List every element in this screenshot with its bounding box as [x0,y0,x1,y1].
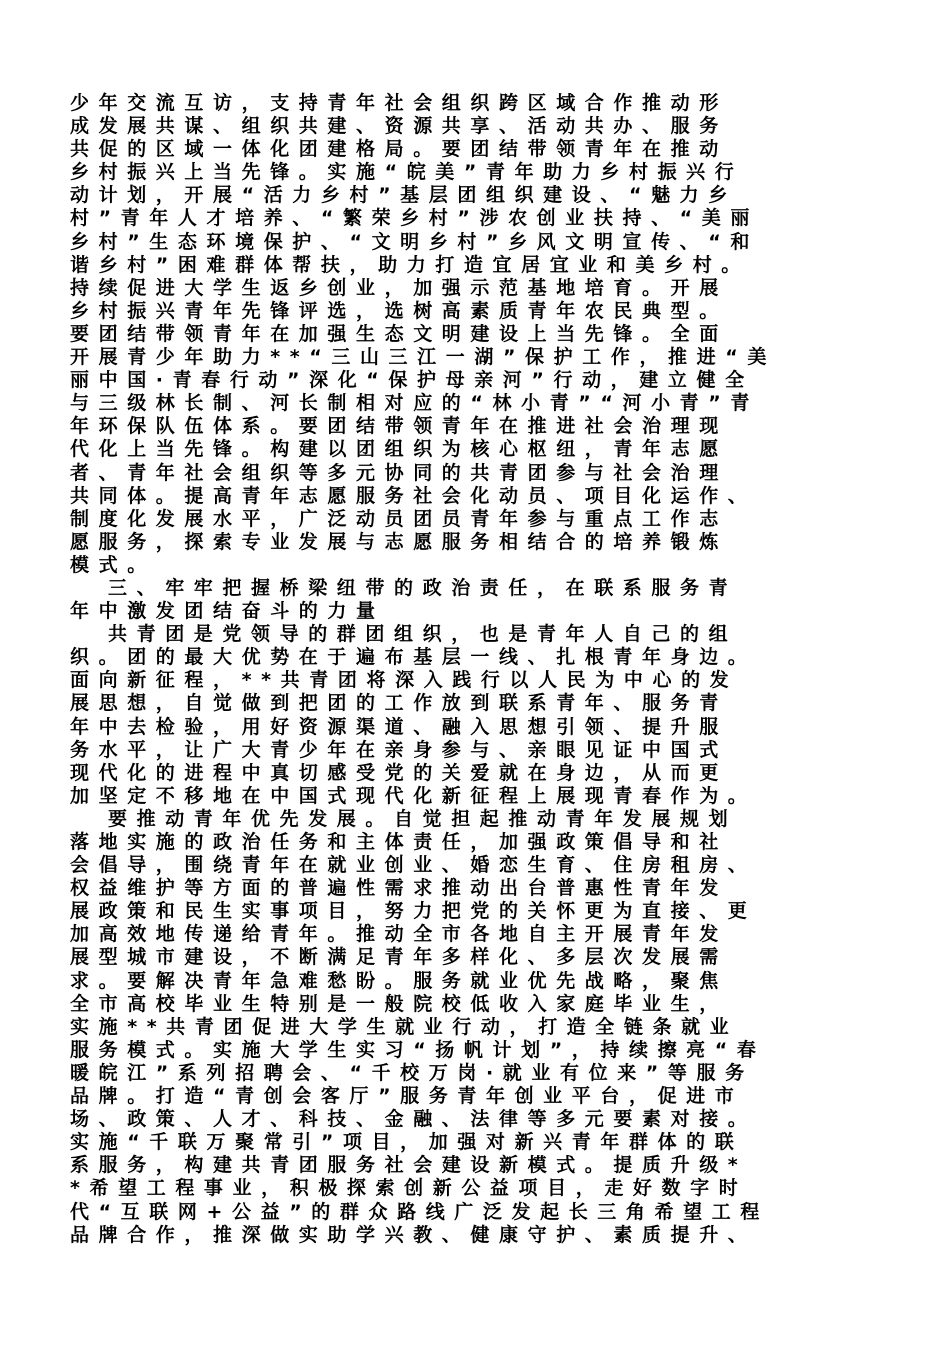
text-line: 全市高校毕业生特别是一般院校低收入家庭毕业生， [70,992,728,1015]
text-line: 织。团的最大优势在于遍布基层一线、扎根青年身边。 [70,646,757,669]
text-line: 品牌合作，推深做实助学兴教、健康守护、素质提升、 [70,1223,757,1246]
text-line: 持续促进大学生返乡创业，加强示范基地培育。开展 [70,276,728,299]
text-line: 少年交流互访，支持青年社会组织跨区域合作推动形 [70,92,728,114]
body-text [70,92,880,1247]
text-line: 权益维护等方面的普遍性需求推动出台普惠性青年发 [70,877,728,900]
text-line: 暖皖江”系列招聘会、“千校万岗·就业有位来”等服务 [70,1061,754,1084]
text-line: 制度化发展水平，广泛动员团员青年参与重点工作志 [70,507,728,530]
text-line: 者、青年社会组织等多元协同的共青团参与社会治理 [70,461,728,484]
text-line: 加高效地传递给青年。推动全市各地自主开展青年发 [70,923,728,946]
text-line: 要团结带领青年在加强生态文明建设上当先锋。全面 [70,322,728,345]
text-line: 村”青年人才培养、“繁荣乡村”涉农创业扶持、“美丽 [70,207,759,230]
text-line: 年环保队伍体系。要团结带领青年在推进社会治理现 [70,415,728,438]
text-line: 求。要解决青年急难愁盼。服务就业优先战略，聚焦 [70,969,728,992]
text-line: 代化上当先锋。构建以团组织为核心枢纽，青年志愿 [70,438,728,461]
text-line: 落地实施的政治任务和主体责任，加强政策倡导和社 [70,831,728,853]
text-line: *希望工程事业，积极探索创新公益项目，走好数字时 [70,1177,748,1200]
text-line: 面向新征程，**共青团将深入践行以人民为中心的发 [70,669,739,692]
text-line: 共同体。提高青年志愿服务社会化动员、项目化运作、 [70,484,757,507]
text-line: 实施“千联万聚常引”项目，加强对新兴青年群体的联 [70,1131,744,1154]
text-line: 乡村”生态环境保护、“文明乡村”乡风文明宣传、“和 [70,230,759,253]
text-line: 展思想，自觉做到把团的工作放到联系青年、服务青 [70,692,728,715]
text-line: 展型城市建设，不断满足青年多样化、多层次发展需 [70,946,728,969]
text-line: 要推动青年优先发展。自觉担起推动青年发展规划 [108,807,738,830]
text-line: 实施**共青团促进大学生就业行动，打造全链条就业 [70,1015,739,1038]
text-line: 年中去检验，用好资源渠道、融入思想引领、提升服 [70,715,728,738]
text-line: 乡村振兴上当先锋。实施“皖美”青年助力乡村振兴行 [70,161,744,184]
text-line: 代“互联网+公益”的群众路线广泛发起长三角希望工程 [70,1200,769,1223]
text-line: 加坚定不移地在中国式现代化新征程上展现青春作为。 [70,784,757,807]
text-line: 共青团是党领导的群团组织，也是青年人自己的组 [108,623,738,646]
text-line: 场、政策、人才、科技、金融、法律等多元要素对接。 [70,1108,757,1131]
text-line: 年中激发团结奋斗的力量 [70,600,385,623]
text-line: 三、牢牢把握桥梁纽带的政治责任，在联系服务青 [108,576,738,599]
text-line: 展政策和民生实事项目，努力把党的关怀更为直接、更 [70,900,757,923]
text-line: 会倡导，围绕青年在就业创业、婚恋生育、住房租房、 [70,854,757,877]
text-line: 共促的区域一体化团建格局。要团结带领青年在推动 [70,138,728,161]
text-line: 务水平，让广大青少年在亲身参与、亲眼见证中国式 [70,738,728,761]
text-line: 乡村振兴青年先锋评选，选树高素质青年农民典型。 [70,299,728,322]
text-line: 丽中国·青春行动”深化“保护母亲河”行动，建立健全 [70,369,754,392]
text-line: 动计划，开展“活力乡村”基层团组织建设、“魅力乡 [70,184,737,207]
text-line: 品牌。打造“青创会客厅”服务青年创业平台，促进市 [70,1085,744,1108]
text-line: 愿服务，探索专业发展与志愿服务相结合的培养锻炼 [70,530,728,553]
text-line: 开展青少年助力**“三山三江一湖”保护工作，推进“美 [70,346,776,369]
text-line: 谐乡村”困难群体帮扶，助力打造宜居宜业和美乡村。 [70,253,750,276]
text-line: 系服务，构建共青团服务社会建设新模式。提质升级* [70,1154,748,1177]
text-line: 与三级林长制、河长制相对应的“林小青”“河小青”青 [70,392,759,415]
text-line: 模式。 [70,553,156,576]
text-line: 现代化的进程中真切感受党的关爱就在身边，从而更 [70,761,728,784]
text-line: 成发展共谋、组织共建、资源共享、活动共办、服务 [70,115,728,138]
text-line: 服务模式。实施大学生实习“扬帆计划”，持续擦亮“春 [70,1038,766,1061]
